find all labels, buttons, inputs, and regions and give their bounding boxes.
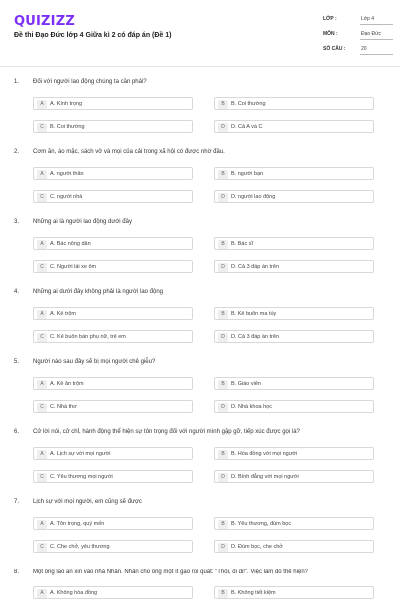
option-letter-badge: A (37, 310, 47, 319)
question-number: 5. (14, 359, 20, 365)
option-letter-badge: B (218, 589, 228, 598)
answer-option-d[interactable] (214, 400, 374, 413)
option-letter-badge: A (37, 170, 47, 179)
meta-value: Đạo Đức (361, 31, 382, 37)
meta-underline (360, 24, 393, 25)
option-letter-badge: B (218, 380, 228, 389)
option-text: A. Không hòa đồng (50, 590, 98, 596)
answer-option-c[interactable] (33, 400, 193, 413)
answer-option-a[interactable] (33, 447, 193, 460)
question-text: Lịch sự với mọi người, em cũng sẽ được (33, 499, 142, 505)
option-text: B. Coi thường (231, 101, 266, 107)
question-text: Những ai là người lao động dưới đây (33, 219, 132, 225)
option-letter-badge: D (218, 193, 228, 202)
option-letter-badge: D (218, 263, 228, 272)
meta-underline (360, 39, 393, 40)
option-letter-badge: D (218, 403, 228, 412)
option-text: D. Cả 3 đáp án trên (231, 334, 280, 340)
option-text: B. Giáo viên (231, 381, 261, 387)
option-letter-badge: C (37, 543, 47, 552)
answer-option-a[interactable] (33, 97, 193, 110)
answer-option-c[interactable] (33, 120, 193, 133)
answer-option-d[interactable] (214, 260, 374, 273)
option-text: A. Bác nông dân (50, 241, 91, 247)
question-item (0, 359, 400, 429)
option-text: D. Cả 3 đáp án trên (231, 264, 280, 270)
answer-option-b[interactable] (214, 377, 374, 390)
option-letter-badge: C (37, 473, 47, 482)
answer-option-a[interactable] (33, 167, 193, 180)
option-text: B. Yêu thương, đùm bọc (231, 521, 292, 527)
question-text: Đối với người lao động chúng ta cần phải? (33, 79, 147, 85)
meta-label: LỚP : (323, 16, 337, 22)
option-text: B. người bạn (231, 171, 264, 177)
option-letter-badge: D (218, 473, 228, 482)
question-number: 7. (14, 499, 20, 505)
option-letter-badge: B (218, 240, 228, 249)
meta-value: 20 (361, 46, 367, 52)
question-item (0, 569, 400, 600)
option-letter-badge: C (37, 403, 47, 412)
question-text: Người nào sau đây sẽ bị mọi người chê giễu? (33, 359, 156, 365)
answer-option-d[interactable] (214, 540, 374, 553)
option-text: A. người thân (50, 171, 84, 177)
answer-option-d[interactable] (214, 330, 374, 343)
option-letter-badge: B (218, 310, 228, 319)
option-letter-badge: A (37, 450, 47, 459)
answer-option-c[interactable] (33, 330, 193, 343)
option-text: A. Kẻ trộm (50, 311, 76, 317)
option-text: D. Nhà khoa học (231, 404, 272, 410)
question-item (0, 219, 400, 289)
question-item (0, 429, 400, 499)
question-number: 3. (14, 219, 20, 225)
option-text: B. Không tiết kiệm (231, 590, 276, 596)
answer-option-b[interactable] (214, 447, 374, 460)
meta-label: MÔN : (323, 31, 338, 37)
question-item (0, 149, 400, 219)
option-text: A. Kính trọng (50, 101, 83, 107)
question-item (0, 79, 400, 149)
option-letter-badge: A (37, 589, 47, 598)
option-text: B. Hòa đồng với mọi người (231, 451, 298, 457)
question-text: Cơm ăn, áo mặc, sách vở và mọi của cải trong xã hội có được nhờ đâu. (33, 149, 225, 155)
answer-option-b[interactable] (214, 97, 374, 110)
question-item (0, 289, 400, 359)
answer-option-b[interactable] (214, 586, 374, 599)
option-letter-badge: B (218, 450, 228, 459)
option-letter-badge: A (37, 100, 47, 109)
question-number: 2. (14, 149, 20, 155)
answer-option-b[interactable] (214, 517, 374, 530)
question-number: 4. (14, 289, 20, 295)
option-letter-badge: D (218, 543, 228, 552)
answer-option-b[interactable] (214, 307, 374, 320)
option-letter-badge: C (37, 263, 47, 272)
option-letter-badge: B (218, 170, 228, 179)
option-letter-badge: B (218, 100, 228, 109)
quizizz-logo: QUIZIZZ (14, 14, 75, 29)
option-text: D. Cả A và C (231, 124, 263, 130)
option-letter-badge: C (37, 193, 47, 202)
question-item (0, 499, 400, 569)
option-text: B. Bác sĩ (231, 241, 254, 247)
option-letter-badge: B (218, 520, 228, 529)
option-text: C. Kẻ buôn bán phụ nữ, trẻ em (50, 334, 126, 340)
meta-value: Lớp 4 (361, 16, 375, 22)
answer-option-a[interactable] (33, 307, 193, 320)
option-letter-badge: D (218, 333, 228, 342)
question-number: 1. (14, 79, 20, 85)
answer-option-a[interactable] (33, 586, 193, 599)
option-text: C. Người lái xe ôm (50, 264, 97, 270)
answer-option-c[interactable] (33, 260, 193, 273)
answer-option-d[interactable] (214, 470, 374, 483)
question-text: Cử lời nói, cử chỉ, hành động thể hiện sự tôn trọng đối với người mình gặp gỡ, tiếp xúc được gọi là? (33, 429, 300, 435)
option-letter-badge: C (37, 333, 47, 342)
question-text: Những ai dưới đây không phải là người lao động (33, 289, 164, 295)
answer-option-a[interactable] (33, 237, 193, 250)
answer-option-c[interactable] (33, 540, 193, 553)
answer-option-c[interactable] (33, 190, 193, 203)
document-title: Đề thi Đạo Đức lớp 4 Giữa kì 2 có đáp án (Đề 1) (14, 32, 172, 39)
option-text: D. người lao động (231, 194, 276, 200)
option-letter-badge: A (37, 380, 47, 389)
option-text: A. Kẻ ăn trộm (50, 381, 84, 387)
question-number: 6. (14, 429, 20, 435)
meta-underline (360, 54, 393, 55)
worksheet-header (0, 0, 400, 70)
option-letter-badge: C (37, 123, 47, 132)
answer-option-d[interactable] (214, 120, 374, 133)
answer-option-b[interactable] (214, 237, 374, 250)
answer-option-b[interactable] (214, 167, 374, 180)
option-text: C. Che chở, yêu thương (50, 544, 110, 550)
option-text: B. Kẻ buôn ma túy (231, 311, 277, 317)
header-divider (0, 66, 400, 67)
option-text: D. Đùm bọc, che chở (231, 544, 283, 550)
question-text: Một ông lão ăn xin vào nhà Nhân. Nhân cho ông một ít gạo rồi quát: "Thôi, đi đi!". Việc làm đó thể hiện? (33, 569, 308, 575)
option-text: B. Coi thường (50, 124, 85, 130)
option-text: A. Lịch sự với mọi người (50, 451, 111, 457)
option-text: D. Bình đẳng với mọi người (231, 474, 299, 480)
option-text: C. Yêu thương mọi người (50, 474, 113, 480)
meta-label: SỐ CÂU : (323, 46, 346, 52)
answer-option-c[interactable] (33, 470, 193, 483)
option-text: C. người nhà (50, 194, 83, 200)
option-text: C. Nhà thơ (50, 404, 77, 410)
option-letter-badge: D (218, 123, 228, 132)
option-text: A. Tôn trọng, quý mến (50, 521, 105, 527)
question-number: 8. (14, 569, 20, 575)
answer-option-d[interactable] (214, 190, 374, 203)
answer-option-a[interactable] (33, 517, 193, 530)
option-letter-badge: A (37, 240, 47, 249)
option-letter-badge: A (37, 520, 47, 529)
answer-option-a[interactable] (33, 377, 193, 390)
